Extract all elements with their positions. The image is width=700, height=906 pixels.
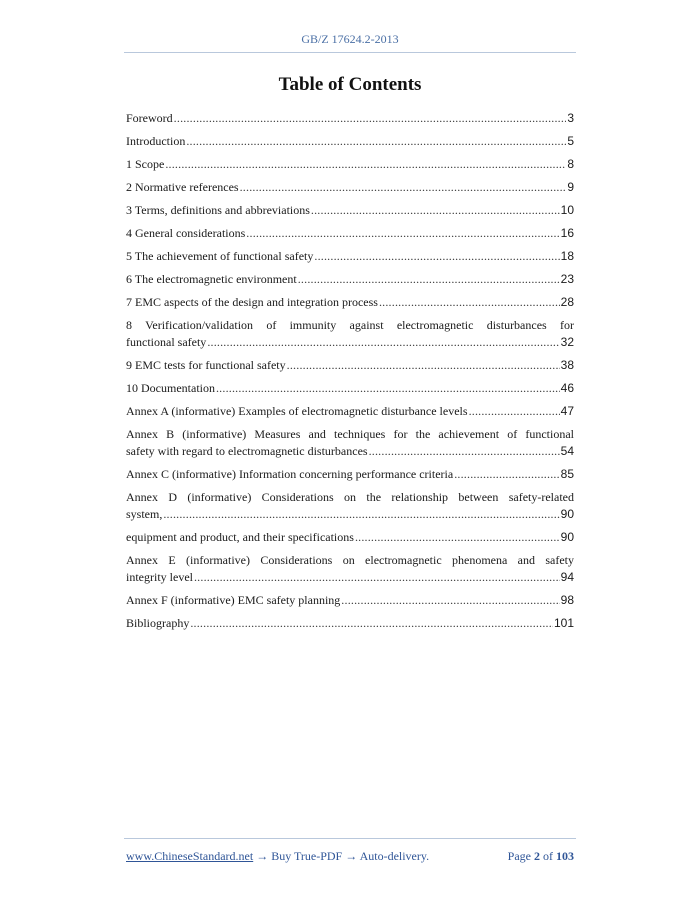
dot-leader bbox=[207, 334, 559, 351]
toc-page-number: 47 bbox=[560, 404, 574, 418]
toc-entry-text: system, bbox=[126, 507, 163, 521]
toc-entry-text: equipment and product, and their specifications bbox=[126, 530, 354, 544]
toc-entry[interactable] bbox=[126, 466, 574, 483]
page-of-label: of bbox=[543, 849, 553, 863]
toc-entry-text: Bibliography bbox=[126, 616, 190, 630]
toc-entry-text: Annex D (informative) Considerations on the relationship between safety-related bbox=[126, 490, 574, 504]
toc-page-number: 28 bbox=[560, 295, 574, 309]
toc-entry-text: functional safety bbox=[126, 335, 207, 349]
page-current: 2 bbox=[534, 849, 540, 863]
toc-entry[interactable] bbox=[126, 403, 574, 420]
toc-page-number: 18 bbox=[560, 249, 574, 263]
toc-entry[interactable] bbox=[126, 110, 574, 127]
toc-entry[interactable] bbox=[126, 529, 574, 546]
dot-leader bbox=[379, 294, 560, 311]
toc-page-number: 10 bbox=[560, 203, 574, 217]
toc-page-number: 5 bbox=[567, 134, 574, 148]
dot-leader bbox=[369, 443, 560, 460]
toc-entry-text: Annex F (informative) EMC safety planning bbox=[126, 593, 341, 607]
toc-entry[interactable] bbox=[126, 202, 574, 219]
document-id-header: GB/Z 17624.2-2013 bbox=[301, 32, 399, 46]
toc-entry[interactable] bbox=[126, 552, 574, 586]
toc-entry-text: integrity level bbox=[126, 570, 193, 584]
toc-page-number: 101 bbox=[553, 616, 574, 630]
toc-entry[interactable] bbox=[126, 156, 574, 173]
dot-leader bbox=[174, 110, 567, 127]
toc-entry-text: Introduction bbox=[126, 134, 186, 148]
toc-entry-text: Annex A (informative) Examples of electromagnetic disturbance levels bbox=[126, 404, 468, 418]
toc-entry[interactable] bbox=[126, 133, 574, 150]
toc-entry-text: 5 The achievement of functional safety bbox=[126, 249, 314, 263]
toc-entry[interactable] bbox=[126, 179, 574, 196]
toc-page-number: 90 bbox=[560, 507, 574, 521]
toc-entry[interactable] bbox=[126, 615, 574, 632]
toc-entry-text: 6 The electromagnetic environment bbox=[126, 272, 297, 286]
dot-leader bbox=[311, 202, 560, 219]
toc-entry-text: 1 Scope bbox=[126, 157, 165, 171]
toc-entry[interactable] bbox=[126, 380, 574, 397]
dot-leader bbox=[186, 133, 566, 150]
toc-entry-text: Annex E (informative) Considerations on electromagnetic phenomena and safety bbox=[126, 553, 574, 567]
toc-entry[interactable] bbox=[126, 317, 574, 351]
toc-page-number: 54 bbox=[560, 444, 574, 458]
footer-promo-text: → Buy True-PDF → Auto-delivery. bbox=[256, 849, 430, 863]
page-title: Table of Contents bbox=[278, 74, 422, 95]
page-label: Page bbox=[507, 849, 531, 863]
toc-entry[interactable] bbox=[126, 248, 574, 265]
toc-entry[interactable] bbox=[126, 294, 574, 311]
dot-leader bbox=[469, 403, 560, 420]
footer-divider bbox=[124, 838, 576, 839]
chinesestandard-link[interactable]: www.ChineseStandard.net bbox=[126, 849, 254, 863]
footer-promo bbox=[126, 849, 429, 864]
toc-entry[interactable] bbox=[126, 357, 574, 374]
page-total: 103 bbox=[556, 849, 574, 863]
dot-leader bbox=[454, 466, 559, 483]
dot-leader bbox=[240, 179, 567, 196]
toc-page-number: 94 bbox=[560, 570, 574, 584]
toc-entry-text: Foreword bbox=[126, 111, 173, 125]
dot-leader bbox=[194, 569, 560, 586]
toc-page-number: 16 bbox=[560, 226, 574, 240]
dot-leader bbox=[341, 592, 559, 609]
dot-leader bbox=[216, 380, 560, 397]
dot-leader bbox=[314, 248, 559, 265]
dot-leader bbox=[246, 225, 559, 242]
toc-entry-text: Annex C (informative) Information concerning performance criteria bbox=[126, 467, 454, 481]
toc-entry-text: 9 EMC tests for functional safety bbox=[126, 358, 286, 372]
toc-entry[interactable] bbox=[126, 489, 574, 523]
toc-page-number: 32 bbox=[560, 335, 574, 349]
toc-page-number: 98 bbox=[560, 593, 574, 607]
toc-page-number: 46 bbox=[560, 381, 574, 395]
toc-entry-text: 2 Normative references bbox=[126, 180, 239, 194]
toc-entry[interactable] bbox=[126, 271, 574, 288]
toc-page-number: 38 bbox=[560, 358, 574, 372]
toc-page-number: 8 bbox=[567, 157, 574, 171]
toc-page-number: 23 bbox=[560, 272, 574, 286]
footer bbox=[126, 849, 574, 864]
dot-leader bbox=[287, 357, 560, 374]
toc-entry-text: 4 General considerations bbox=[126, 226, 246, 240]
page-indicator bbox=[508, 849, 574, 864]
dot-leader bbox=[165, 156, 566, 173]
dot-leader bbox=[190, 615, 553, 632]
toc-entry-text: Annex B (informative) Measures and techniques for the achievement of functional bbox=[126, 427, 574, 441]
toc-page-number: 3 bbox=[567, 111, 574, 125]
toc-entry[interactable] bbox=[126, 592, 574, 609]
toc-page-number: 90 bbox=[560, 530, 574, 544]
table-of-contents bbox=[126, 110, 574, 638]
toc-entry-text: 8 Verification/validation of immunity against electromagnetic disturbances for bbox=[126, 318, 574, 332]
toc-page-number: 9 bbox=[567, 180, 574, 194]
dot-leader bbox=[355, 529, 560, 546]
header-divider bbox=[124, 52, 576, 53]
toc-entry-text: 10 Documentation bbox=[126, 381, 215, 395]
toc-entry[interactable] bbox=[126, 225, 574, 242]
toc-entry-text: 7 EMC aspects of the design and integration process bbox=[126, 295, 378, 309]
toc-entry[interactable] bbox=[126, 426, 574, 460]
toc-entry-text: 3 Terms, definitions and abbreviations bbox=[126, 203, 310, 217]
dot-leader bbox=[298, 271, 560, 288]
dot-leader bbox=[163, 506, 559, 523]
toc-page-number: 85 bbox=[560, 467, 574, 481]
toc-entry-text: safety with regard to electromagnetic disturbances bbox=[126, 444, 368, 458]
